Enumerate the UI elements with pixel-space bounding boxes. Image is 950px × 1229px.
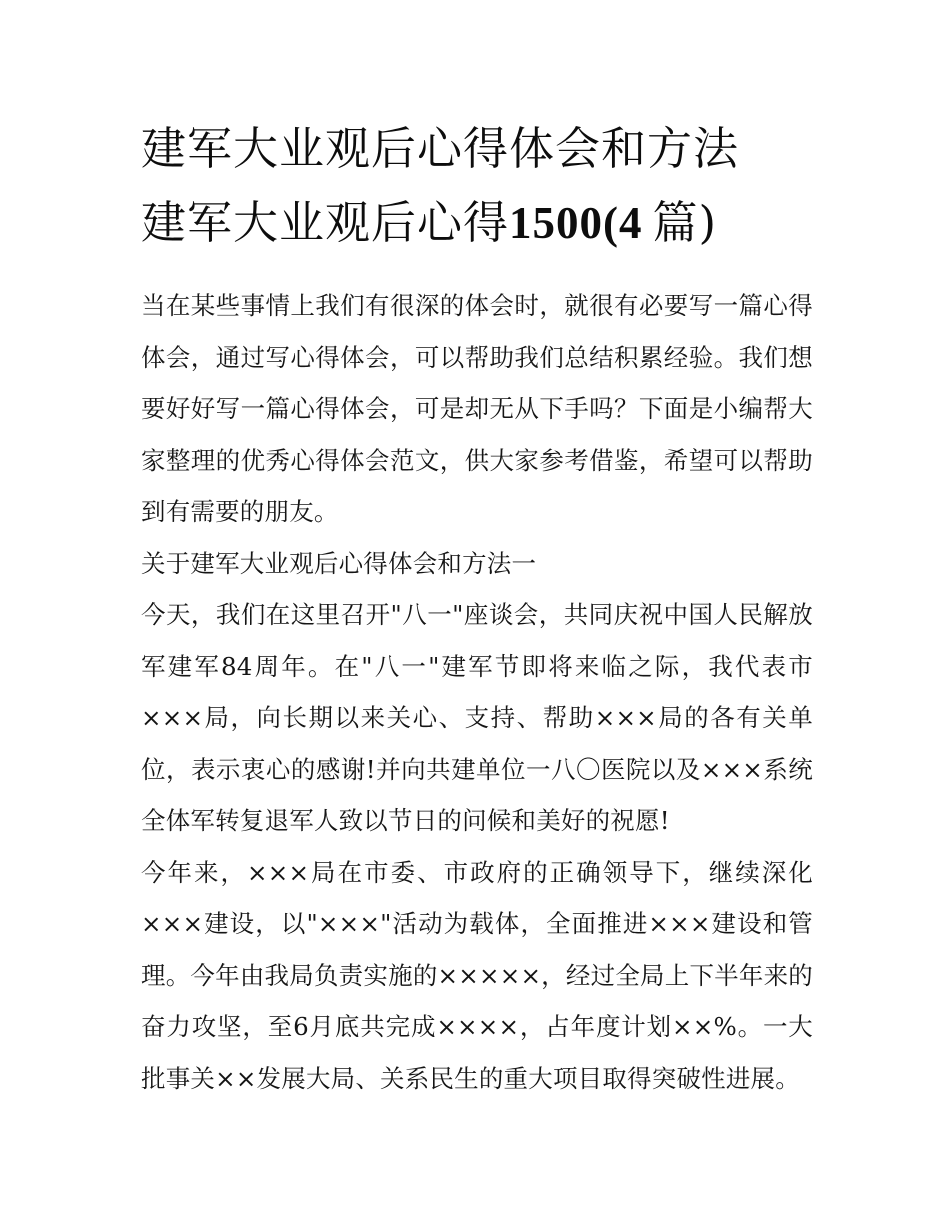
title-line-1: 建军大业观后心得体会和方法 — [141, 122, 740, 175]
title-line-2-suffix: 篇) — [652, 196, 718, 249]
document-body — [141, 280, 813, 1104]
document-title — [141, 112, 813, 260]
body-paragraph-2: 今年来，×××局在市委、市政府的正确领导下，继续深化×××建设，以"×××"活动为载体，全面推进×××建设和管理。今年由我局负责实施的×××××，经过全局上下半年来的奋力攻坚，至6月底共完成××××，占年度计划××%。一大批事关××发展大局、关系民生的重大项目取得突破性进展。 — [141, 857, 813, 1093]
section-heading: 关于建军大业观后心得体会和方法一 — [141, 548, 537, 578]
document-content — [141, 112, 813, 1104]
title-line-2-number: 1500(4 — [509, 198, 643, 248]
title-line-2-prefix: 建军大业观后心得 — [141, 196, 510, 249]
body-paragraph-1: 今天，我们在这里召开"八一"座谈会，共同庆祝中国人民解放军建军84周年。在"八一"建军节即将来临之际，我代表市×××局，向长期以来关心、支持、帮助×××局的各有关单位，表示衷心的感谢!并向共建单位一八〇医院以及×××系统全体军转复退军人致以节日的问候和美好的祝愿! — [141, 600, 813, 835]
intro-paragraph: 当在某些事情上我们有很深的体会时，就很有必要写一篇心得体会，通过写心得体会，可以帮助我们总结积累经验。我们想要好好写一篇心得体会，可是却无从下手吗？下面是小编帮大家整理的优秀心得体会范文，供大家参考借鉴，希望可以帮助到有需要的朋友。 — [141, 291, 813, 526]
